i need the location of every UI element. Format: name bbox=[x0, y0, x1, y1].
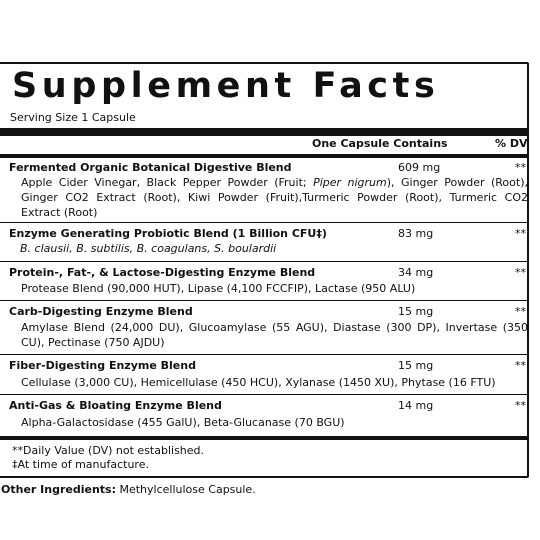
footnote-divider bbox=[0, 436, 529, 440]
blend-dv: ** bbox=[515, 227, 526, 240]
blend-name: Fiber-Digesting Enzyme Blend bbox=[9, 359, 196, 372]
blend-amount: 14 mg bbox=[398, 399, 434, 412]
column-header-divider bbox=[0, 154, 529, 158]
blend-dv: ** bbox=[515, 266, 526, 279]
blend-name: Fermented Organic Botanical Digestive Blend bbox=[9, 161, 292, 174]
blend-name: Enzyme Generating Probiotic Blend (1 Billion CFU‡) bbox=[9, 227, 327, 240]
row-divider bbox=[0, 354, 529, 355]
blend-dv: ** bbox=[515, 359, 526, 372]
blend-dv: ** bbox=[515, 305, 526, 318]
ingredients-text: ), Ginger Powder (Root), Ginger CO2 Extract (Root), Kiwi Powder (Fruit),Turmeric Powder (Root), Turmeric CO2 Extract (Root) bbox=[21, 176, 528, 219]
row-divider bbox=[0, 261, 529, 262]
other-ingredients-label: Other Ingredients: bbox=[1, 483, 116, 496]
blend-name: Anti-Gas & Bloating Enzyme Blend bbox=[9, 399, 222, 412]
column-header-contains: One Capsule Contains bbox=[312, 137, 448, 150]
row-divider bbox=[0, 394, 529, 395]
ingredients-latin-name: Piper nigrum bbox=[313, 176, 387, 189]
blend-amount: 15 mg bbox=[398, 305, 434, 318]
other-ingredients bbox=[1, 483, 256, 496]
header-divider bbox=[0, 128, 529, 136]
blend-ingredients: B. clausii, B. subtilis, B. coagulans, S. boulardii bbox=[20, 242, 277, 255]
ingredients-text: Apple Cider Vinegar, Black Pepper Powder (Fruit; bbox=[21, 176, 314, 189]
blend-ingredients: Cellulase (3,000 CU), Hemicellulase (450 HCU), Xylanase (1450 XU), Phytase (16 FTU) bbox=[21, 376, 496, 389]
footnote-manufacture: ‡At time of manufacture. bbox=[12, 458, 149, 471]
row-divider bbox=[0, 222, 529, 223]
column-header-dv: % DV bbox=[495, 137, 528, 150]
blend-amount: 83 mg bbox=[398, 227, 434, 240]
blend-amount: 15 mg bbox=[398, 359, 434, 372]
blend-ingredients: Alpha-Galactosidase (455 GalU), Beta-Glucanase (70 BGU) bbox=[21, 416, 345, 429]
blend-ingredients: Protease Blend (90,000 HUT), Lipase (4,100 FCCFIP), Lactase (950 ALU) bbox=[21, 282, 416, 295]
blend-amount: 34 mg bbox=[398, 266, 434, 279]
blend-dv: ** bbox=[515, 161, 526, 174]
blend-ingredients bbox=[21, 175, 528, 220]
blend-name: Carb-Digesting Enzyme Blend bbox=[9, 305, 193, 318]
blend-dv: ** bbox=[515, 399, 526, 412]
serving-size: Serving Size 1 Capsule bbox=[10, 111, 136, 124]
panel-title: Supplement Facts bbox=[12, 66, 440, 106]
other-ingredients-value: Methylcellulose Capsule. bbox=[115, 483, 256, 496]
row-divider bbox=[0, 300, 529, 301]
blend-ingredients: Amylase Blend (24,000 DU), Glucoamylase (55 AGU), Diastase (300 DP), Invertase (350 CU), Pectinase (750 AJDU) bbox=[21, 321, 528, 349]
footnote-dv: **Daily Value (DV) not established. bbox=[12, 444, 205, 457]
blend-name: Protein-, Fat-, & Lactose-Digesting Enzyme Blend bbox=[9, 266, 316, 279]
blend-amount: 609 mg bbox=[398, 161, 441, 174]
